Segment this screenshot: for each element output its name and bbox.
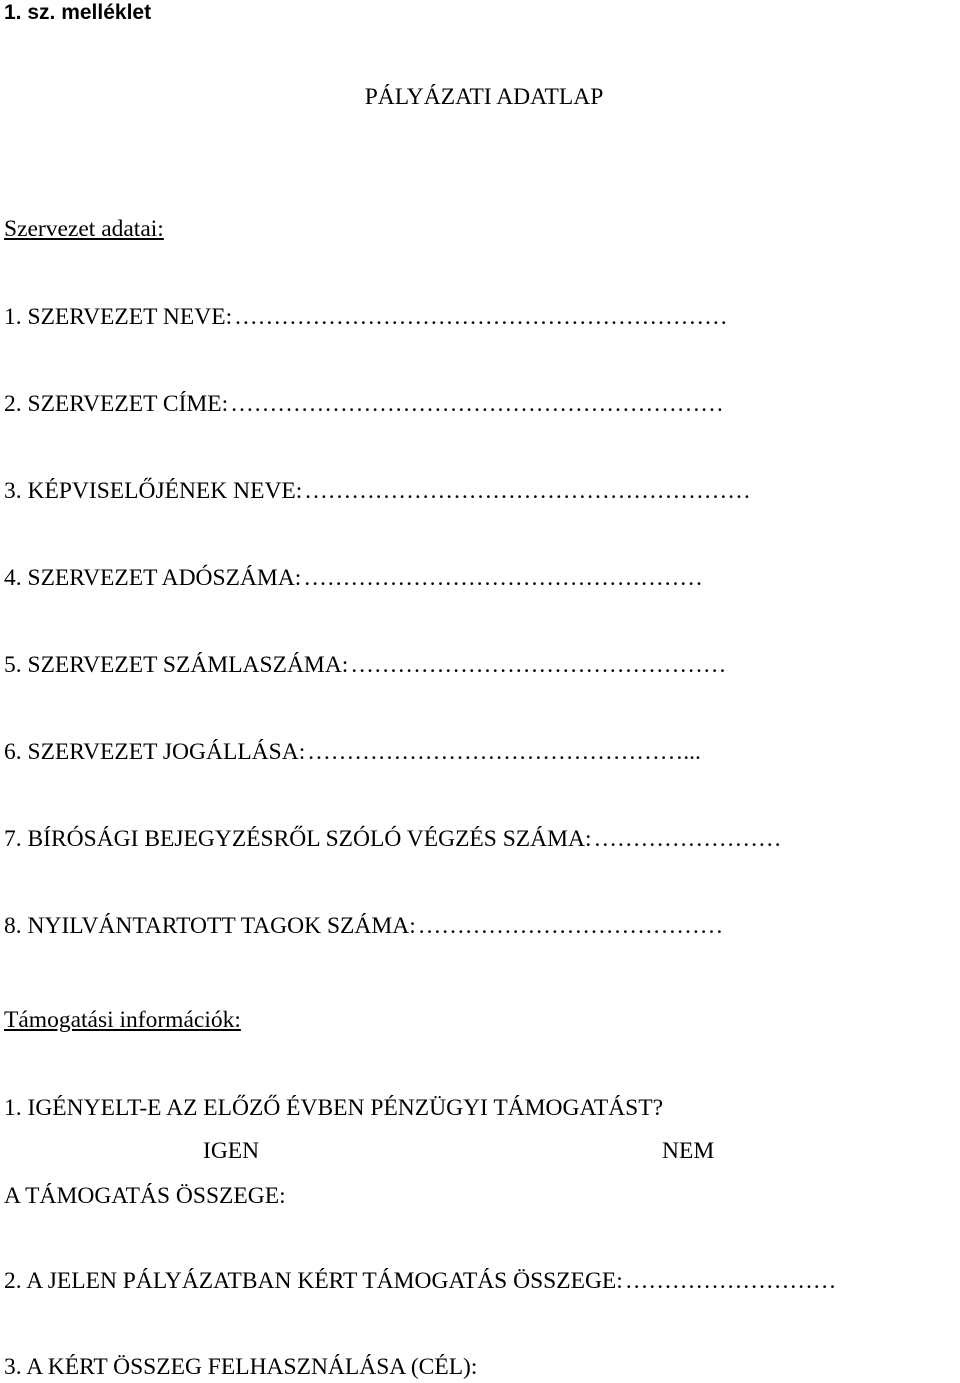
field-requested-amount bbox=[4, 1270, 956, 1294]
fill-line: ………………………………………… bbox=[350, 654, 727, 678]
fill-line: …………………… bbox=[593, 828, 782, 852]
question-amount-usage: 3. A KÉRT ÖSSZEG FELHASZNÁLÁSA (CÉL): bbox=[4, 1354, 478, 1380]
fill-line: ……………………………………………………… bbox=[230, 393, 724, 417]
page-title: PÁLYÁZATI ADATLAP bbox=[364, 84, 604, 110]
field-bank-account bbox=[4, 654, 956, 678]
question-previous-support: 1. IGÉNYELT-E AZ ELŐZŐ ÉVBEN PÉNZÜGYI TÁMOGATÁST? bbox=[4, 1095, 664, 1121]
field-label: 2. SZERVEZET CÍME: bbox=[4, 391, 229, 417]
field-label: 5. SZERVEZET SZÁMLASZÁMA: bbox=[4, 652, 349, 678]
field-label: 2. A JELEN PÁLYÁZATBAN KÉRT TÁMOGATÁS ÖSSZEGE: bbox=[4, 1268, 623, 1294]
attachment-label: 1. sz. melléklet bbox=[4, 1, 152, 24]
fill-line: ……………………… bbox=[624, 1270, 837, 1294]
field-representative-name bbox=[4, 480, 956, 504]
fill-line: ………………………………… bbox=[417, 915, 724, 939]
field-member-count bbox=[4, 915, 956, 939]
field-label: 4. SZERVEZET ADÓSZÁMA: bbox=[4, 565, 302, 591]
option-yes: IGEN bbox=[203, 1138, 260, 1164]
field-org-name bbox=[4, 306, 956, 330]
section-heading-support: Támogatási információk: bbox=[4, 1007, 241, 1033]
section-heading-organization: Szervezet adatai: bbox=[4, 216, 164, 242]
fill-line: …………………………………………... bbox=[307, 741, 701, 765]
field-label: 3. KÉPVISELŐJÉNEK NEVE: bbox=[4, 478, 303, 504]
fill-line: ……………………………………………………… bbox=[234, 306, 728, 330]
field-label: 7. BÍRÓSÁGI BEJEGYZÉSRŐL SZÓLÓ VÉGZÉS SZÁMA: bbox=[4, 826, 592, 852]
fill-line: ………………………………………………… bbox=[304, 480, 751, 504]
field-label: 6. SZERVEZET JOGÁLLÁSA: bbox=[4, 739, 306, 765]
field-court-ruling-number bbox=[4, 828, 956, 852]
field-label: 8. NYILVÁNTARTOTT TAGOK SZÁMA: bbox=[4, 913, 416, 939]
field-label: 1. SZERVEZET NEVE: bbox=[4, 304, 233, 330]
option-no: NEM bbox=[662, 1138, 715, 1164]
fill-line: …………………………………………… bbox=[303, 567, 703, 591]
field-legal-status bbox=[4, 741, 956, 765]
field-tax-number bbox=[4, 567, 956, 591]
field-org-address bbox=[4, 393, 956, 417]
support-amount-label: A TÁMOGATÁS ÖSSZEGE: bbox=[4, 1183, 286, 1209]
